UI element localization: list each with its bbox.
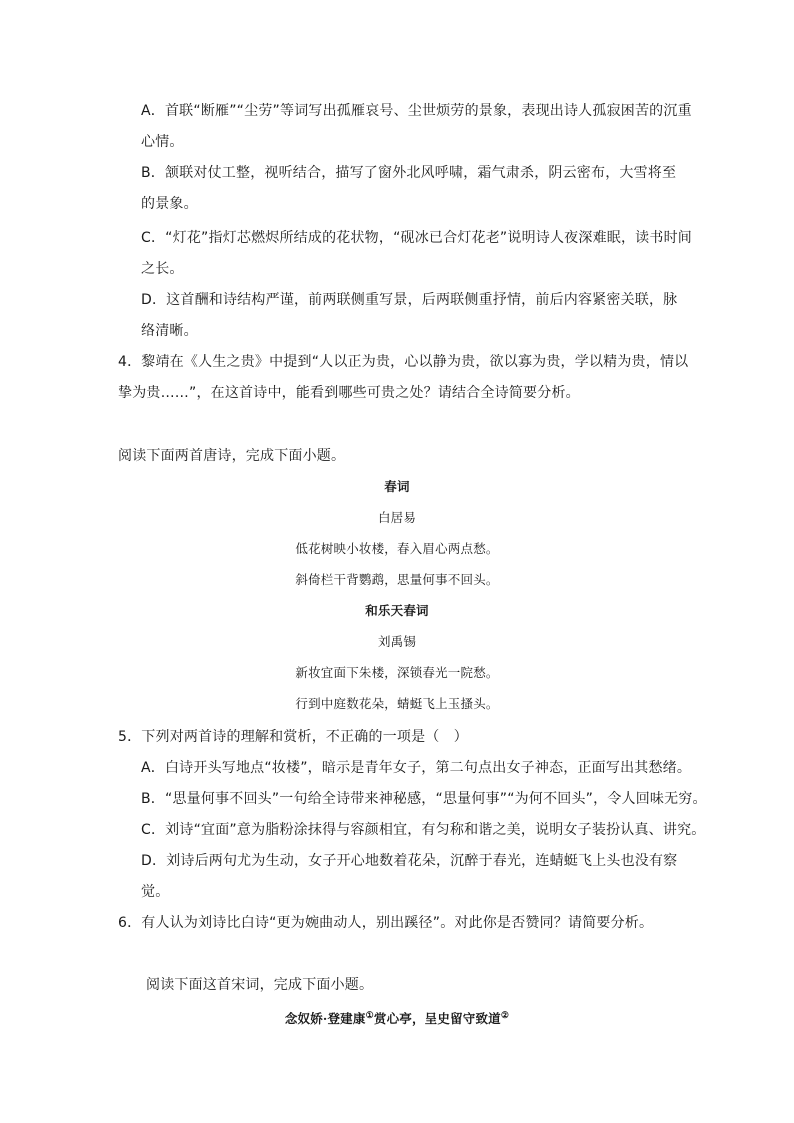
- q3-option-d-line2: 络清晰。: [141, 323, 198, 339]
- poem1-line2: 斜倚栏干背鹦鹉，思量何事不回头。: [295, 572, 499, 587]
- q3-option-c-line2: 之长。: [141, 261, 184, 277]
- q5-option-d-line1: D．刘诗后两句尤为生动，女子开心地数着花朵，沉醉于春光，连蜻蜓飞上头也没有察: [141, 853, 678, 869]
- q3-option-a-line1: A．首联“断雁”“尘劳”等词写出孤雁哀号、尘世烦劳的景象，表现出诗人孤寂困苦的沉重: [141, 103, 692, 119]
- ci-title-part1: 念奴娇·登建康: [284, 1011, 366, 1027]
- footnote-marker-1: ①: [365, 1011, 374, 1021]
- q3-option-b-line2: 的景象。: [141, 196, 198, 212]
- poem2-author: 刘禹锡: [377, 634, 417, 649]
- poem1-line1: 低花树映小妆楼，春入眉心两点愁。: [295, 541, 499, 556]
- section3-intro: 阅读下面这首宋词，完成下面小题。: [146, 977, 374, 993]
- ci-title-part2: 赏心亭，呈史留守致道: [373, 1011, 501, 1027]
- q3-option-c-line1: C．“灯花”指灯芯燃烬所结成的花状物，“砚冰已合灯花老”说明诗人夜深难眠，读书时间: [141, 230, 692, 246]
- poem1-author: 白居易: [377, 510, 417, 525]
- section2-intro: 阅读下面两首唐诗，完成下面小题。: [118, 448, 346, 464]
- footnote-marker-2: ②: [500, 1011, 510, 1021]
- q5-option-b: B．“思量何事不回头”一句给全诗带来神秘感，“思量何事”“为何不回头”，令人回味无穷。: [141, 791, 707, 807]
- q5-option-c: C．刘诗“宜面”意为脂粉涂抹得与容颜相宜，有匀称和谐之美，说明女子装扮认真、讲究。: [141, 822, 706, 838]
- q5-option-a: A．白诗开头写地点“妆楼”，暗示是青年女子，第二句点出女子神态，正面写出其愁绪。: [141, 760, 692, 776]
- q5-stem: 5．下列对两首诗的理解和赏析，不正确的一项是（ ）: [118, 729, 468, 745]
- ci-title: [0, 1006, 794, 1029]
- q5-option-d-line2: 觉。: [141, 884, 170, 900]
- poem2-line2: 行到中庭数花朵，蜻蜓飞上玉搔头。: [295, 696, 499, 711]
- q6: 6．有人认为刘诗比白诗“更为婉曲动人，别出蹊径”。对此你是否赞同？请简要分析。: [118, 915, 654, 931]
- q3-option-a-line2: 心情。: [141, 134, 184, 150]
- poem2-line1: 新妆宜面下朱楼，深锁春光一院愁。: [295, 665, 499, 680]
- q4-line2: 挚为贵……”，在这首诗中，能看到哪些可贵之处？请结合全诗简要分析。: [118, 385, 580, 401]
- q3-option-b-line1: B．颔联对仗工整，视听结合，描写了窗外北风呼啸，霜气肃杀，阴云密布，大雪将至: [141, 165, 677, 181]
- poem2-title: 和乐天春词: [365, 603, 429, 618]
- q4-line1: 4．黎靖在《人生之贵》中提到“人以正为贵，心以静为贵，欲以寡为贵，学以精为贵，情以: [118, 354, 689, 370]
- poem1-title: 春词: [384, 479, 410, 494]
- q3-option-d-line1: D．这首酬和诗结构严谨，前两联侧重写景，后两联侧重抒情，前后内容紧密关联，脉: [141, 292, 678, 308]
